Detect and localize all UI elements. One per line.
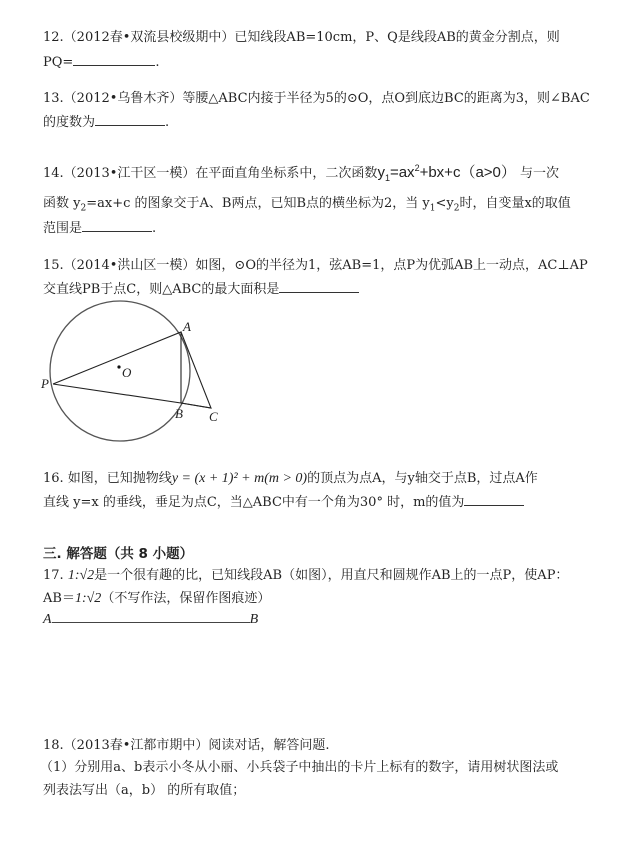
q13-line1: 13.（2012•乌鲁木齐）等腰△ABC内接于半径为5的⊙O，点O到底边BC的距离为3，则∠BAC <box>43 91 590 106</box>
q12-suffix: . <box>155 55 160 70</box>
t: 函数 y <box>43 196 81 211</box>
triangle-pab <box>53 332 181 403</box>
center-dot <box>117 365 120 368</box>
answer-blank <box>464 493 524 506</box>
formula-part: 2 <box>414 163 420 173</box>
ratio: 1:√2 <box>74 591 102 606</box>
answer-blank <box>279 280 359 293</box>
q18-line3: 列表法写出（a，b） 的所有取值； <box>43 783 246 798</box>
segment-line <box>52 612 250 623</box>
q13-suffix: . <box>165 115 170 130</box>
section-heading: 三. 解答题（共 8 小题） <box>43 546 194 562</box>
q12-line1: 12.（2012春•双流县校级期中）已知线段AB=10cm，P、Q是线段AB的黄金分割点，则 <box>43 30 560 45</box>
label-a: A <box>183 319 191 334</box>
q13-line2 <box>43 113 169 131</box>
t: 的顶点为点A，与y轴交于点B，过点A作 <box>307 471 538 486</box>
t: =ax+c 的图象交于A、B两点，已知B点的横坐标为2，当 y <box>86 196 430 211</box>
t: . <box>152 221 157 236</box>
label-b: B <box>175 406 183 421</box>
q16-line2 <box>43 493 524 511</box>
q17-line1 <box>43 568 568 584</box>
segment-bc <box>181 403 211 408</box>
t: 是一个很有趣的比，已知线段AB（如图），用直尺和圆规作AB上的一点P，使AP： <box>94 568 569 583</box>
t: 1 <box>429 203 436 214</box>
t: （不写作法，保留作图痕迹） <box>101 591 271 606</box>
answer-blank <box>82 219 152 232</box>
q12-line2 <box>43 53 159 71</box>
label-a: A <box>43 612 52 627</box>
q16-line1 <box>43 471 538 487</box>
q18-line2: （1）分别用a、b表示小冬从小丽、小兵袋子中抽出的卡片上标有的数字，请用树状图法或 <box>40 760 559 775</box>
t: AB＝ <box>43 591 75 606</box>
circle-o <box>50 301 190 441</box>
label-o: O <box>122 365 132 380</box>
t: 17. <box>43 568 68 583</box>
formula-part: +bx+c（a>0） <box>419 164 516 181</box>
q14-line1 <box>43 160 559 186</box>
t: 16. 如图，已知抛物线 <box>43 471 172 486</box>
label-p: P <box>41 376 49 391</box>
q18-line1: 18.（2013春•江都市期中）阅读对话，解答问题. <box>43 738 330 753</box>
q15-line2 <box>43 280 359 298</box>
q14-line2 <box>43 196 571 217</box>
t: <y <box>435 196 454 211</box>
label-b: B <box>249 612 259 627</box>
formula-part: 1 <box>384 173 390 183</box>
answer-blank <box>73 53 155 66</box>
q16-formula: y = (x + 1)² + m(m > 0) <box>171 471 308 486</box>
t: 2 <box>453 203 460 214</box>
t: 交直线PB于点C，则△ABC的最大面积是 <box>43 282 280 297</box>
q14-text: 14.（2013•江干区一模）在平面直角坐标系中，二次函数 <box>43 166 378 181</box>
circle-figure <box>0 300 240 445</box>
label-c: C <box>209 409 218 424</box>
ratio: 1:√2 <box>67 568 95 583</box>
t: 直线 y=x 的垂线，垂足为点C，当△ABC中有一个角为30° 时，m的值为 <box>43 495 465 510</box>
q13-prefix: 的度数为 <box>43 115 96 130</box>
formula-part: y <box>377 164 385 181</box>
segment-ab <box>43 612 258 628</box>
t: 范围是 <box>43 221 83 236</box>
q14-formula <box>377 164 515 181</box>
q14-line3 <box>43 219 156 237</box>
answer-blank <box>95 113 165 126</box>
q14-text: 与一次 <box>515 166 560 181</box>
t: 2 <box>80 203 87 214</box>
t: 时，自变量x的取值 <box>459 196 571 211</box>
q17-line2 <box>43 591 270 607</box>
q12-prefix: PQ= <box>43 55 74 70</box>
q15-line1: 15.（2014•洪山区一模）如图，⊙O的半径为1，弦AB=1，点P为优弧AB上一动点，AC⊥AP <box>43 258 588 273</box>
formula-part: =ax <box>389 164 415 181</box>
